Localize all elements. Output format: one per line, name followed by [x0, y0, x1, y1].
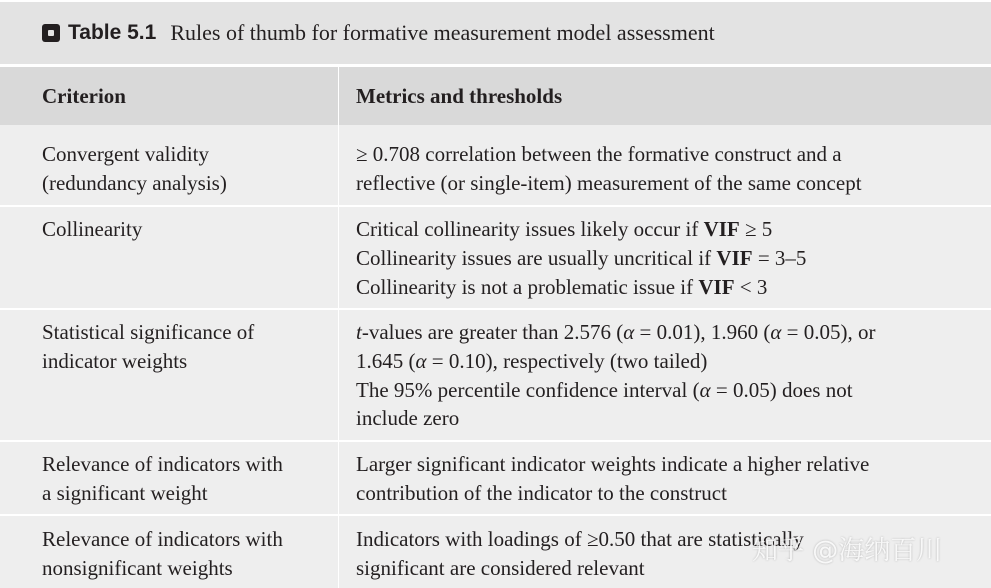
table-body	[0, 125, 991, 588]
criterion-line: a significant weight	[42, 480, 208, 505]
metrics-line: Critical collinearity issues likely occur if VIF ≥ 5	[356, 217, 773, 241]
metrics-cell	[356, 450, 976, 508]
criterion-line: nonsignificant weights	[42, 555, 233, 580]
metrics-line: ≥ 0.708 correlation between the formative construct and a	[356, 142, 842, 166]
criterion-line: Collinearity	[42, 217, 143, 241]
row-divider	[0, 514, 991, 516]
table-number: Table 5.1	[68, 21, 157, 44]
header-criterion: Criterion	[42, 84, 126, 108]
row-divider	[0, 205, 991, 207]
table-caption	[0, 2, 991, 64]
criterion-cell	[42, 215, 332, 244]
criterion-line: Statistical significance of	[42, 320, 255, 344]
metrics-line: t-values are greater than 2.576 (α = 0.01), 1.960 (α = 0.05), or	[356, 320, 876, 344]
table-title: Rules of thumb for formative measurement model assessment	[170, 20, 715, 45]
criterion-line: indicator weights	[42, 348, 188, 373]
metrics-cell	[356, 140, 976, 198]
metrics-line: significant are considered relevant	[356, 555, 645, 580]
metrics-line: Larger significant indicator weights indicate a higher relative	[356, 452, 870, 476]
row-divider	[0, 308, 991, 310]
metrics-line: Collinearity issues are usually uncritical if VIF = 3–5	[356, 245, 807, 270]
metrics-line: 1.645 (α = 0.10), respectively (two tailed)	[356, 348, 708, 373]
table-header-row	[0, 67, 991, 125]
header-column-divider	[338, 67, 339, 125]
criterion-line: (redundancy analysis)	[42, 170, 227, 195]
watermark: 知乎 @海纳百川	[752, 536, 943, 566]
metrics-cell	[356, 318, 976, 433]
header-metrics: Metrics and thresholds	[356, 84, 563, 108]
criterion-line: Convergent validity	[42, 142, 210, 166]
criterion-line: Relevance of indicators with	[42, 452, 283, 476]
metrics-cell	[356, 215, 976, 301]
criterion-cell	[42, 525, 332, 583]
criterion-cell	[42, 450, 332, 508]
metrics-line: contribution of the indicator to the construct	[356, 480, 727, 505]
metrics-line: Collinearity is not a problematic issue if VIF < 3	[356, 274, 768, 299]
criterion-line: Relevance of indicators with	[42, 527, 283, 551]
criterion-cell	[42, 140, 332, 198]
metrics-line: The 95% percentile confidence interval (α = 0.05) does not	[356, 377, 853, 402]
metrics-line: reflective (or single-item) measurement of the same concept	[356, 170, 862, 195]
row-divider	[0, 440, 991, 442]
criterion-cell	[42, 318, 332, 376]
square-bullet-icon	[42, 24, 60, 42]
metrics-line: Indicators with loadings of ≥0.50 that are statistically	[356, 527, 804, 551]
metrics-line: include zero	[356, 406, 460, 431]
column-divider	[338, 125, 339, 588]
